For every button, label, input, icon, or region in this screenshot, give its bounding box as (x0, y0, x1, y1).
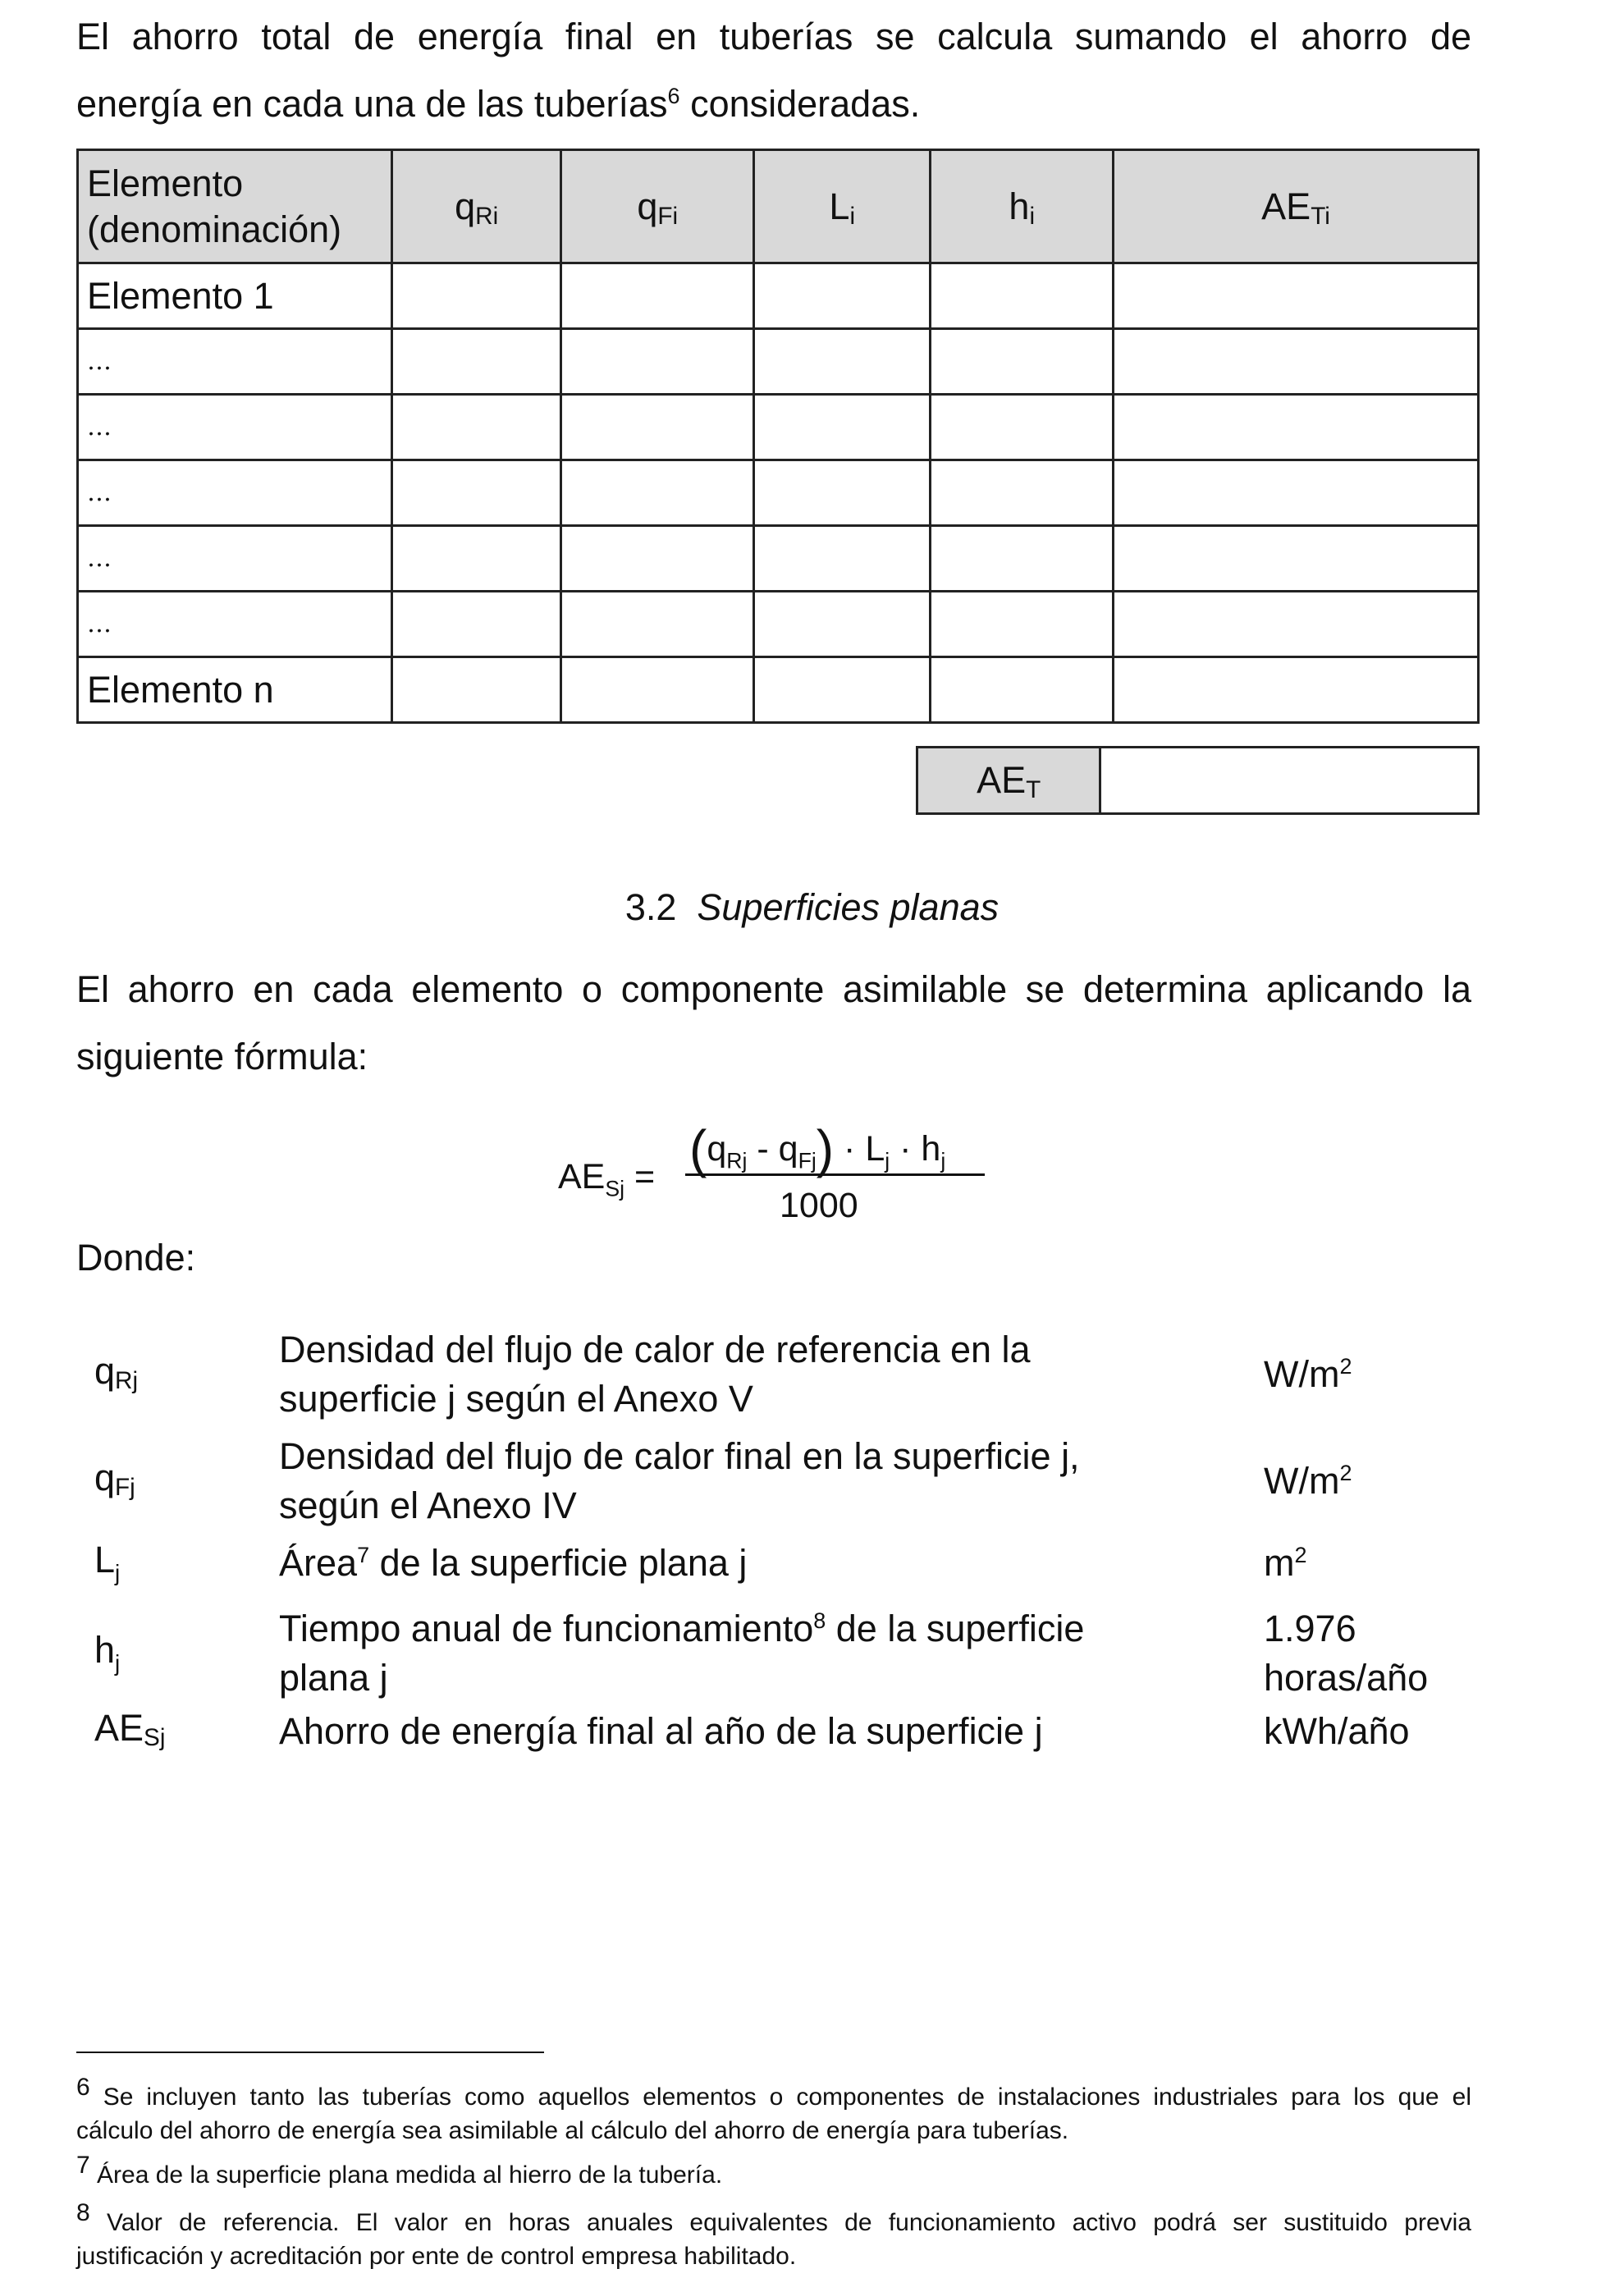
header-qfi: qFi (561, 150, 754, 263)
header-qri: qRi (391, 150, 561, 263)
definition-description: Área$^7$ de la superficie plana j (279, 1542, 748, 1584)
footnote-ref-6: 6 (667, 84, 680, 108)
definition-description: Densidad del flujo de calor de referencia en la superficie j según el Anexo V (279, 1329, 1031, 1420)
formula-lhs: $AE_{Sj}$ = (558, 1157, 656, 1201)
table-row (78, 657, 1479, 723)
row-label: … (78, 329, 392, 395)
total-value (1100, 748, 1479, 814)
section-title: Superficies planas (697, 886, 1000, 928)
definition-symbol: AESj (94, 1707, 166, 1751)
table-row (78, 263, 1479, 329)
definition-unit: $W/m^2$ (1264, 1353, 1352, 1395)
table-row (78, 592, 1479, 657)
definition-unit: $m^2$ (1264, 1542, 1307, 1584)
table-row (78, 460, 1479, 526)
formula-intro-line-2: siguiente fórmula: (76, 1036, 368, 1077)
intro-text-2-end: consideradas. (679, 83, 921, 125)
header-hi: hi (931, 150, 1114, 263)
definition-description: Densidad del flujo de calor final en la superficie j, según el Anexo IV (279, 1435, 1080, 1526)
row-label: … (78, 526, 392, 592)
table-row (78, 329, 1479, 395)
section-number: 3.2 (624, 886, 677, 928)
definition-unit: $W/m^2$ (1264, 1460, 1352, 1502)
row-label: … (78, 395, 392, 460)
formula-denominator: 1000 (780, 1186, 858, 1225)
table-row (78, 526, 1479, 592)
definition-description: Tiempo anual de funcionamiento$^8$ de la superficie plana j (279, 1608, 1085, 1699)
fraction-bar (685, 1173, 985, 1176)
definition-symbol: $h_j$ (94, 1629, 121, 1676)
donde-label: Donde: (76, 1237, 196, 1279)
definition-symbol: qRj (94, 1350, 139, 1394)
pipe-savings-table (76, 149, 1480, 724)
footnote-8-cont: justificación y acreditación por ente de control empresa habilitado. (76, 2243, 797, 2270)
formula-intro-line-1: El ahorro en cada elemento o componente asimilable se determina aplicando la (76, 968, 1471, 1010)
total-table (916, 746, 1480, 815)
definition-description: Ahorro de energía final al año de la superficie j (279, 1710, 1043, 1752)
row-label: … (78, 592, 392, 657)
footnote-separator (76, 2052, 544, 2053)
definition-symbol: $L_j$ (94, 1539, 121, 1585)
intro-line-2 (76, 71, 1471, 138)
definition-symbol: qFj (94, 1457, 135, 1501)
header-element: Elemento (denominación) (78, 150, 392, 263)
intro-line-1 (76, 3, 1471, 71)
footnote-6: $^6$ Se incluyen tanto las tuberías como aquellos elementos o componentes de instalaciones industriales para los que el (76, 2074, 1471, 2111)
header-li: Li (753, 150, 931, 263)
intro-text-2: energía en cada una de las tuberías (76, 83, 668, 125)
definition-unit: kWh/año (1264, 1710, 1410, 1752)
section-heading (0, 886, 1624, 929)
table-header-row (78, 150, 1479, 263)
formula-numerator: $(q_{Rj} - q_{Fj}) \cdot L_j \cdot h_j$ (689, 1119, 946, 1178)
footnote-8: $^8$ Valor de referencia. El valor en horas anuales equivalentes de funcionamiento activo podrá ser sustituido previa (76, 2199, 1471, 2236)
intro-text-1: El ahorro total de energía final en tuberías se calcula sumando el ahorro de (76, 16, 1471, 57)
table-row (78, 395, 1479, 460)
row-label: Elemento 1 (78, 263, 392, 329)
footnote-6-cont: cálculo del ahorro de energía sea asimilable al cálculo del ahorro de energía para tuberías. (76, 2117, 1069, 2144)
row-label: … (78, 460, 392, 526)
footnote-7: $^7$ Área de la superficie plana medida al hierro de la tubería. (76, 2152, 723, 2189)
row-label: Elemento n (78, 657, 392, 723)
total-label: AET (917, 748, 1100, 814)
header-aeti: AETi (1113, 150, 1478, 263)
definition-unit: 1.976 horas/año (1264, 1608, 1429, 1699)
